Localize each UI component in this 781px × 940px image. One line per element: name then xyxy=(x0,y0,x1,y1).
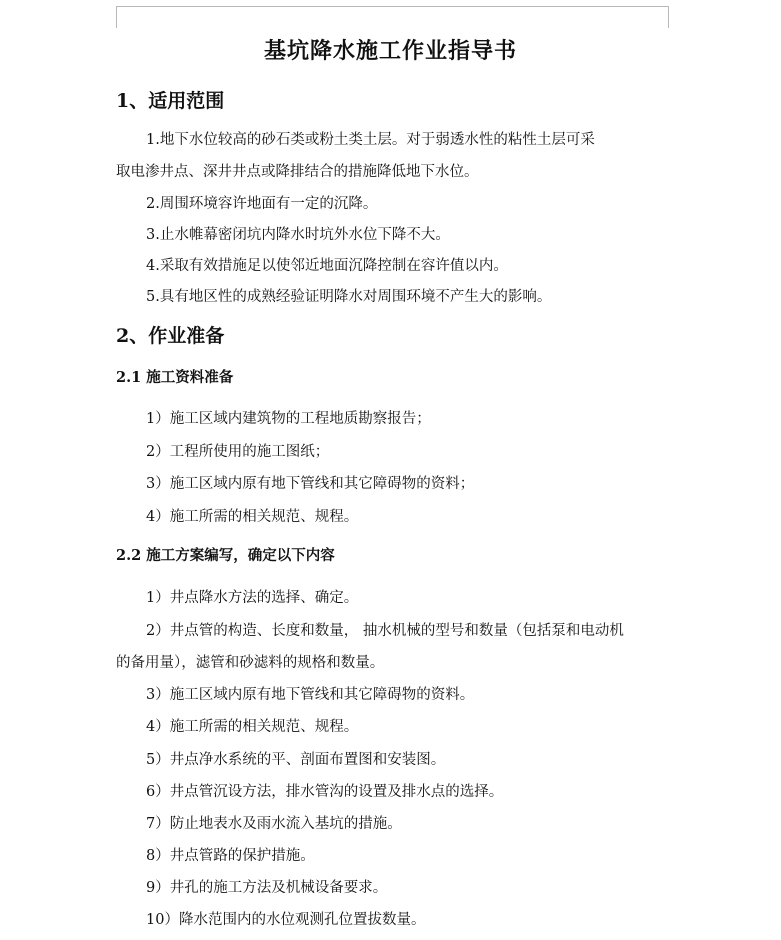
section-2-2-item-9: 9）井孔的施工方法及机械设备要求。 xyxy=(146,880,388,896)
section-2-1-heading: 2.1 施工资料准备 xyxy=(116,369,234,386)
section-1-item-1: 1.地下水位较高的砂石类或粉土类土层。对于弱透水性的粘性土层可采 xyxy=(146,132,595,148)
section-1-item-1-cont: 取电渗井点、深井井点或降排结合的措施降低地下水位。 xyxy=(116,164,479,180)
section-2-2-item-7: 7）防止地表水及雨水流入基坑的措施。 xyxy=(146,816,402,832)
section-2-2-item-4: 4）施工所需的相关规范、规程。 xyxy=(146,719,359,735)
section-2-2-item-2-cont: 的备用量），滤管和砂滤料的规格和数量。 xyxy=(116,655,385,671)
section-2-2-item-6: 6）井点管沉设方法，排水管沟的设置及排水点的选择。 xyxy=(146,784,504,800)
section-2-1-item-1: 1）施工区域内建筑物的工程地质勘察报告； xyxy=(146,411,431,427)
page-margin-guide-right xyxy=(668,6,669,28)
section-2-2-item-8: 8）井点管路的保护措施。 xyxy=(146,848,315,864)
section-2-1-item-3: 3）施工区域内原有地下管线和其它障碍物的资料； xyxy=(146,476,475,492)
page-margin-guide-top xyxy=(116,6,668,7)
section-1-item-5: 5.具有地区性的成熟经验证明降水对周围环境不产生大的影响。 xyxy=(146,289,552,305)
section-2-1-item-2: 2）工程所使用的施工图纸； xyxy=(146,444,330,460)
document-title: 基坑降水施工作业指导书 xyxy=(263,38,517,64)
section-2-2-item-1: 1）井点降水方法的选择、确定。 xyxy=(146,590,359,606)
page-margin-guide-left xyxy=(116,6,117,28)
section-2-2-heading: 2.2 施工方案编写，确定以下内容 xyxy=(116,547,335,564)
section-2-2-item-2: 2）井点管的构造、长度和数量， 抽水机械的型号和数量（包括泵和电动机 xyxy=(146,623,624,639)
section-1-item-4: 4.采取有效措施足以使邻近地面沉降控制在容许值以内。 xyxy=(146,258,508,274)
section-2-2-item-5: 5）井点净水系统的平、剖面布置图和安装图。 xyxy=(146,752,446,768)
section-1-item-2: 2.周围环境容许地面有一定的沉降。 xyxy=(146,196,378,212)
section-2-2-item-3: 3）施工区域内原有地下管线和其它障碍物的资料。 xyxy=(146,687,475,703)
section-2-2-item-10: 10）降水范围内的水位观测孔位置拔数量。 xyxy=(146,912,426,928)
section-2-heading: 2、作业准备 xyxy=(116,325,225,347)
section-1-heading: 1、适用范围 xyxy=(116,90,225,112)
section-2-1-item-4: 4）施工所需的相关规范、规程。 xyxy=(146,509,359,525)
section-1-item-3: 3.止水帷幕密闭坑内降水时坑外水位下降不大。 xyxy=(146,227,450,243)
